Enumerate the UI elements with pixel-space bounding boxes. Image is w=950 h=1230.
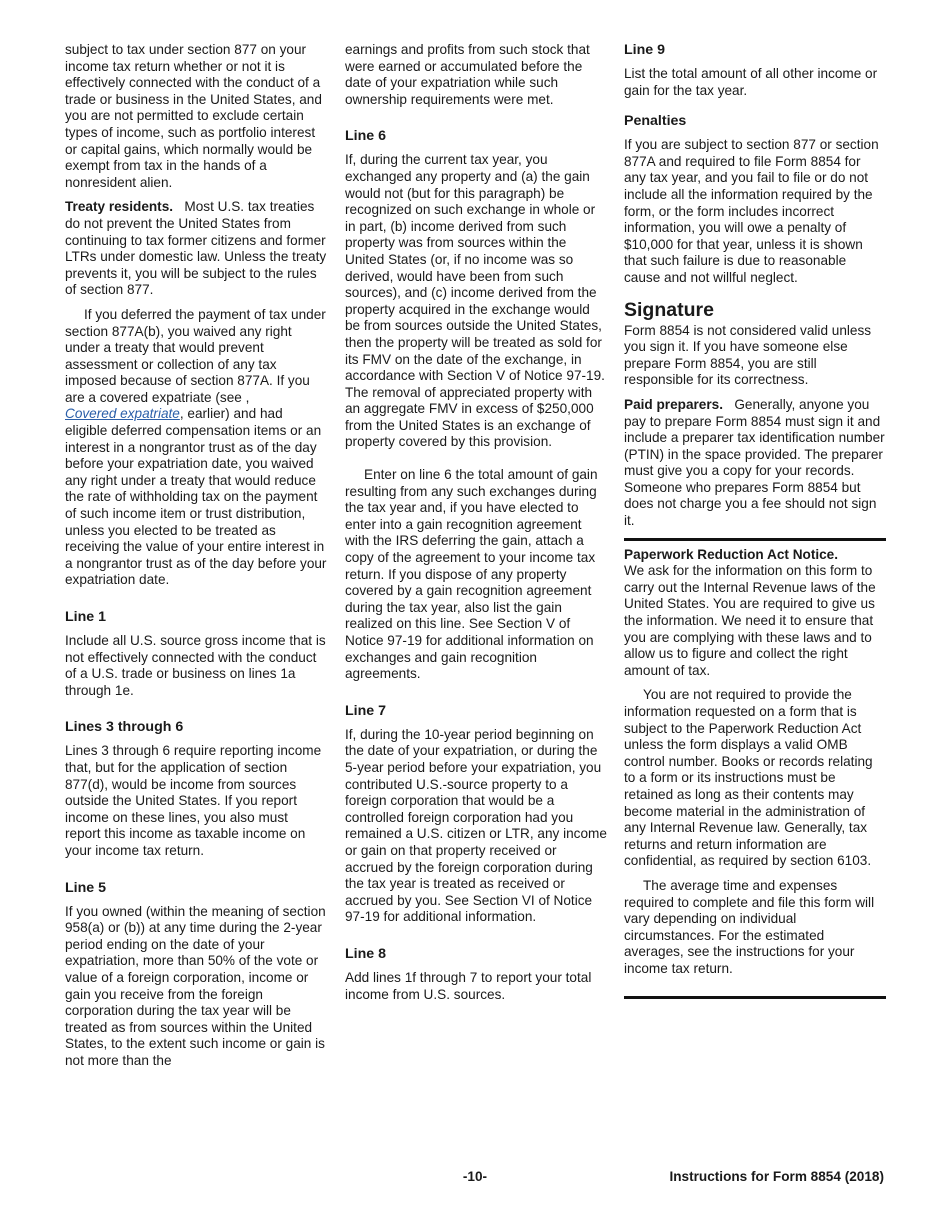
column-left	[65, 42, 327, 1077]
line9-heading: Line 9	[624, 42, 665, 58]
line9-text: List the total amount of all other income or gain for the tax year.	[624, 66, 878, 98]
treaty-residents-text: Most U.S. tax treaties do not prevent the United States from continuing to tax former citizens and former LTRs under domestic law. Unless the treaty prevents it, you will be subject to the rules of section 877.	[65, 199, 327, 298]
pra-text: We ask for the information on this form to carry out the Internal Revenue laws of the United States. You are required to give us the information. We need it to ensure that you are complying with these laws and to allow us to figure and collect the right amount of tax.	[624, 563, 876, 678]
paid-preparers-text: Generally, anyone you pay to prepare Form 8854 must sign it and include a preparer tax identification number (PTIN) in the space provided. The preparer must give you a copy for your records. Someone who prepares Form 8854 but does not charge you a fee should not sign it.	[624, 396, 885, 529]
line8-text: Add lines 1f through 7 to report your total income from U.S. sources.	[345, 969, 592, 1002]
footer-document-title: Instructions for Form 8854 (2018)	[669, 1169, 884, 1184]
treaty-residents-paragraph	[65, 199, 327, 299]
covered-expatriate-link[interactable]: Covered expatriate	[65, 406, 180, 422]
end-divider	[624, 996, 886, 999]
line7-text: If, during the 10-year period beginning on the date of your expatriation, or during the 5-year period before your expatriation, you contributed U.S.-source property to a foreign corporation that would be a controlled foreign corporation had you remained a U.S. citizen or LTR, any income or gain on that property received or accrued by the foreign corporation during the tax year is treated as received or accrued by you. See Section VI of Notice 97-19 for additional information.	[345, 726, 607, 925]
lines3-6-text: Lines 3 through 6 require reporting income that, but for the application of section 877(d), would be income from sources outside the United States. If you report income on these lines, you also must report this income as taxable income on your income tax return.	[65, 743, 322, 858]
signature-heading: Signature	[624, 298, 714, 321]
deferred-tax-paragraph	[65, 307, 327, 589]
line6-heading: Line 6	[345, 128, 386, 145]
signature-text: Form 8854 is not considered valid unless you sign it. If you have someone else prepare Form 8854, you are still responsible for its correctness.	[624, 322, 872, 388]
line6-text-2: Enter on line 6 the total amount of gain resulting from any such exchanges during the tax year and, if you have elected to enter into a gain recognition agreement with the IRS deferring the gain, attach a copy of the agreement to your income tax return. If you dispose of any property covered by a gain recognition agreement during the tax year, also list the gain realized on this line. See Section V of Notice 97-19 for additional information on exchanges and gain recognition agreements.	[345, 467, 598, 682]
paid-preparers-paragraph	[624, 397, 886, 530]
penalties-heading: Penalties	[624, 113, 687, 130]
pra-text-3: The average time and expenses required to complete and file this form will vary depending on individual circumstances. For the estimated averages, see the instructions for your income tax return.	[624, 877, 875, 976]
penalties-text: If you are subject to section 877 or section 877A and required to file Form 8854 for any tax year, and you fail to file or do not include all the information required by the form, or the form includes incorrect information, you will owe a penalty of $10,000 for that year, unless it is shown that such failure is due to reasonable cause and not willful neglect.	[624, 137, 879, 285]
pra-label: Paperwork Reduction Act Notice.	[624, 546, 839, 562]
line5-heading: Line 5	[65, 879, 106, 896]
line7-heading: Line 7	[345, 702, 386, 719]
paid-preparers-label: Paid preparers.	[624, 396, 723, 412]
paragraph-continued: earnings and profits from such stock that were earned or accumulated before the date of your expatriation while such ownership requirements were met.	[345, 42, 590, 107]
pra-text-2: You are not required to provide the information requested on a form that is subject to the Paperwork Reduction Act unless the form displays a valid OMB control number. Books or records relating to a form or its instructions must be retained as long as their contents may become material in the administration of any Internal Revenue law. Generally, tax returns and return information are confidential, as required by section 6103.	[624, 687, 873, 869]
page-number: -10-	[462, 1169, 488, 1184]
lines3-6-heading: Lines 3 through 6	[65, 719, 184, 736]
pra-paragraph	[624, 547, 886, 680]
column-right	[624, 42, 886, 999]
paragraph-continued: subject to tax under section 877 on your income tax return whether or not it is effectively connected with the conduct of a trade or business in the United States, and you are not permitted to exclude certain types of income, such as portfolio interest or capital gains, which normally would be exempt from tax in the hands of a nonresident alien.	[65, 42, 322, 190]
line1-heading: Line 1	[65, 609, 106, 625]
deferred-text-b: , earlier) and had eligible deferred compensation items or an interest in a nongrantor trust as of the day before your expatriation date, you waived any right under a treaty that would reduce the rate of withholding tax on the payment of such income item or trust distribution, unless you elected to be treated as receiving the value of your entire interest in a nongrantor trust as of the day before your expatriation date.	[65, 406, 327, 588]
treaty-residents-label: Treaty residents.	[65, 199, 174, 215]
line6-text: If, during the current tax year, you exchanged any property and (a) the gain would not (but for this paragraph) be recognized on such exchange in whole or in part, (b) income derived from such property was from sources within the United States (or, if no income was so derived, would have been from such sources), and (c) income derived from the property acquired in the exchange would be from sources outside the United States, then the property will be treated as sold for its FMV on the date of the exchange, in accordance with Section V of Notice 97-19. The removal of appreciated property with an aggregate FMV in excess of $250,000 from the United States is an exchange of property covered by this provision.	[345, 152, 605, 450]
line8-heading: Line 8	[345, 945, 386, 962]
column-middle	[345, 42, 607, 1011]
deferred-text-a: If you deferred the payment of tax under section 877A(b), you waived any right under a treaty that would prevent assessment or collection of any tax imposed because of section 877A. If you are a covered expatriate (see ,	[65, 306, 326, 405]
section-divider	[624, 538, 886, 541]
line1-text: Include all U.S. source gross income that is not effectively connected with the conduct of a U.S. trade or business on lines 1a through 1e.	[65, 633, 326, 698]
line5-text: If you owned (within the meaning of section 958(a) or (b)) at any time during the 2-year period ending on the date of your expatriation, more than 50% of the vote or value of a foreign corporation, income or gain you receive from the foreign corporation during the tax year will be treated as from sources within the United States, to the extent such income or gain is not more than the	[65, 903, 326, 1068]
